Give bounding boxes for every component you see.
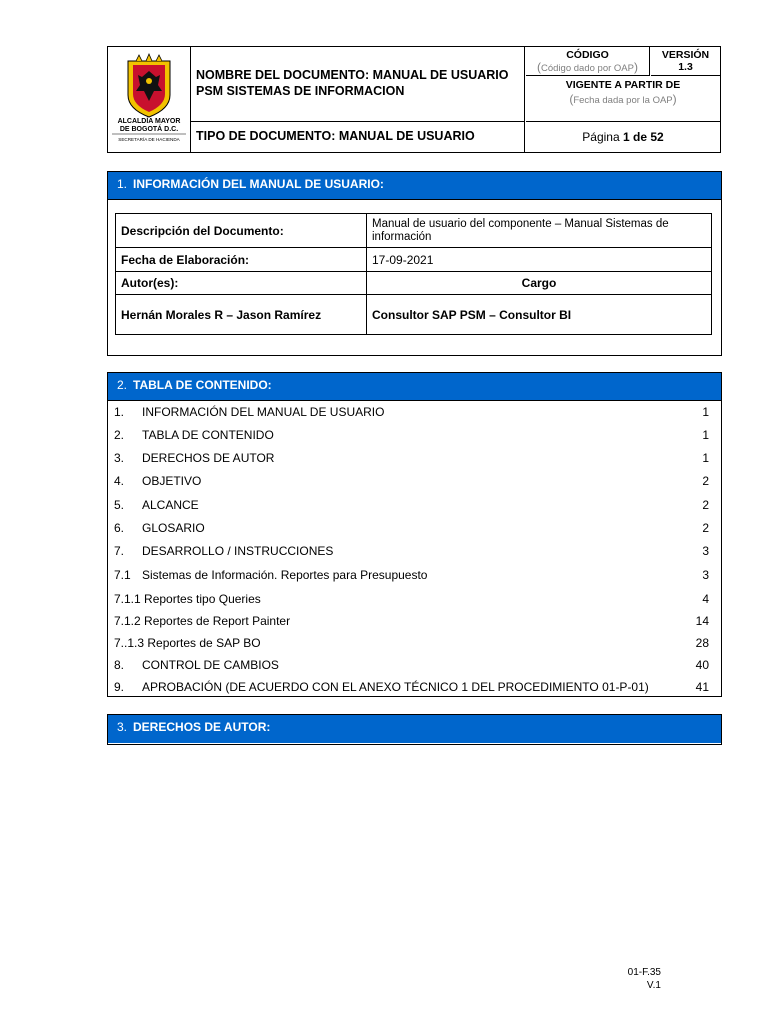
toc-item-text: GLOSARIO	[142, 521, 205, 535]
toc-item-page: 28	[695, 636, 709, 650]
section-info	[107, 171, 722, 356]
toc-item[interactable]	[108, 470, 721, 493]
toc-item[interactable]	[108, 494, 721, 517]
vigente-value: (Fecha dada por la OAP)	[569, 92, 677, 106]
toc-item-text: ALCANCE	[142, 498, 199, 512]
vigente-label: VIGENTE A PARTIR DE	[565, 79, 681, 91]
toc-item[interactable]	[108, 424, 721, 447]
toc-item-page: 3	[702, 544, 709, 558]
codigo-label: CÓDIGO	[566, 49, 609, 61]
section-toc	[107, 372, 722, 697]
toc-item-text: OBJETIVO	[142, 474, 202, 488]
form-code: 01-F.35	[627, 967, 661, 978]
toc-item[interactable]	[108, 654, 721, 677]
toc-item-page: 2	[702, 474, 709, 488]
toc-item-number: 8.	[114, 658, 125, 672]
toc-item-text: DERECHOS DE AUTOR	[142, 451, 275, 465]
toc-item-number: 9.	[114, 680, 125, 694]
toc-item-text: 7.1.1 Reportes tipo Queries	[114, 592, 261, 606]
toc-item-page: 2	[702, 498, 709, 512]
toc-item-text: 7.1.2 Reportes de Report Painter	[114, 614, 291, 628]
toc-item-text: Sistemas de Información. Reportes para Presupuesto	[142, 568, 428, 582]
toc-item-number: 2.	[114, 428, 125, 442]
document-header	[107, 46, 721, 153]
toc-item-page: 14	[695, 614, 709, 628]
toc-item-text: DESARROLLO / INSTRUCCIONES	[142, 544, 334, 558]
section-heading: 2. TABLA DE CONTENIDO:	[108, 373, 721, 401]
toc-item-text: CONTROL DE CAMBIOS	[142, 658, 279, 672]
toc-item[interactable]	[108, 401, 721, 424]
autor-label: Autor(es):	[116, 272, 367, 295]
toc-item-page: 41	[695, 680, 709, 694]
logo-text-3: SECRETARÍA DE HACIENDA	[118, 137, 180, 142]
version-value: 1.3	[678, 61, 693, 73]
toc-item[interactable]	[108, 588, 721, 611]
vigente-cell	[526, 76, 720, 122]
toc-item[interactable]	[108, 676, 721, 699]
fecha-value: 17-09-2021	[367, 248, 712, 272]
section-heading: 3. DERECHOS DE AUTOR:	[108, 715, 721, 743]
info-table	[115, 213, 712, 335]
document-type: TIPO DE DOCUMENTO: MANUAL DE USUARIO	[191, 122, 525, 152]
toc-item-number: 7.1	[114, 568, 131, 582]
toc-item[interactable]	[108, 447, 721, 470]
form-version: V.1	[646, 980, 661, 991]
logo-cell	[108, 47, 191, 152]
toc-item-number: 4.	[114, 474, 125, 488]
toc-item-text: TABLA DE CONTENIDO	[142, 428, 274, 442]
version-label: VERSIÓN	[661, 49, 710, 61]
toc-item[interactable]	[108, 517, 721, 540]
toc-item-page: 1	[702, 428, 709, 442]
codigo-value: (Código dado por OAP)	[537, 60, 638, 74]
document-name: NOMBRE DEL DOCUMENTO: MANUAL DE USUARIO PSM SISTEMAS DE INFORMACION	[191, 47, 525, 122]
version-cell	[651, 47, 720, 76]
toc-item-number: 3.	[114, 451, 125, 465]
cargo-label: Cargo	[367, 272, 712, 295]
logo-text-2: DE BOGOTÁ D.C.	[119, 126, 179, 133]
toc-item-number: 1.	[114, 405, 125, 419]
toc-item-number: 6.	[114, 521, 125, 535]
toc-item-text: 7..1.3 Reportes de SAP BO	[114, 636, 261, 650]
cargo-value: Consultor SAP PSM – Consultor BI	[367, 295, 712, 335]
logo-text-1: ALCALDÍA MAYOR	[117, 118, 181, 125]
desc-value: Manual de usuario del componente – Manual Sistemas de información	[367, 214, 712, 248]
section-copyright	[107, 714, 722, 745]
toc-item-page: 40	[695, 658, 709, 672]
toc-item-page: 1	[702, 451, 709, 465]
form-footer	[628, 966, 661, 992]
toc-item-page: 3	[702, 568, 709, 582]
toc-item-text: INFORMACIÓN DEL MANUAL DE USUARIO	[142, 405, 385, 419]
page-number: Página 1 de 52	[582, 130, 664, 144]
bogota-coat-of-arms-icon	[108, 47, 190, 152]
toc-item-number: 5.	[114, 498, 125, 512]
toc-item-page: 2	[702, 521, 709, 535]
toc-item-page: 1	[702, 405, 709, 419]
toc-item[interactable]	[108, 610, 721, 633]
desc-label: Descripción del Documento:	[116, 214, 367, 248]
toc-item[interactable]	[108, 540, 721, 563]
codigo-cell	[526, 47, 650, 76]
section-heading: 1. INFORMACIÓN DEL MANUAL DE USUARIO:	[108, 172, 721, 200]
toc-item-number: 7.	[114, 544, 125, 558]
autor-value: Hernán Morales R – Jason Ramírez	[116, 295, 367, 335]
toc-item-text: APROBACIÓN (DE ACUERDO CON EL ANEXO TÉCNICO 1 DEL PROCEDIMIENTO 01-P-01)	[142, 680, 649, 694]
fecha-label: Fecha de Elaboración:	[116, 248, 367, 272]
toc-item[interactable]	[108, 632, 721, 655]
toc-item[interactable]	[108, 564, 721, 587]
toc-item-page: 4	[702, 592, 709, 606]
